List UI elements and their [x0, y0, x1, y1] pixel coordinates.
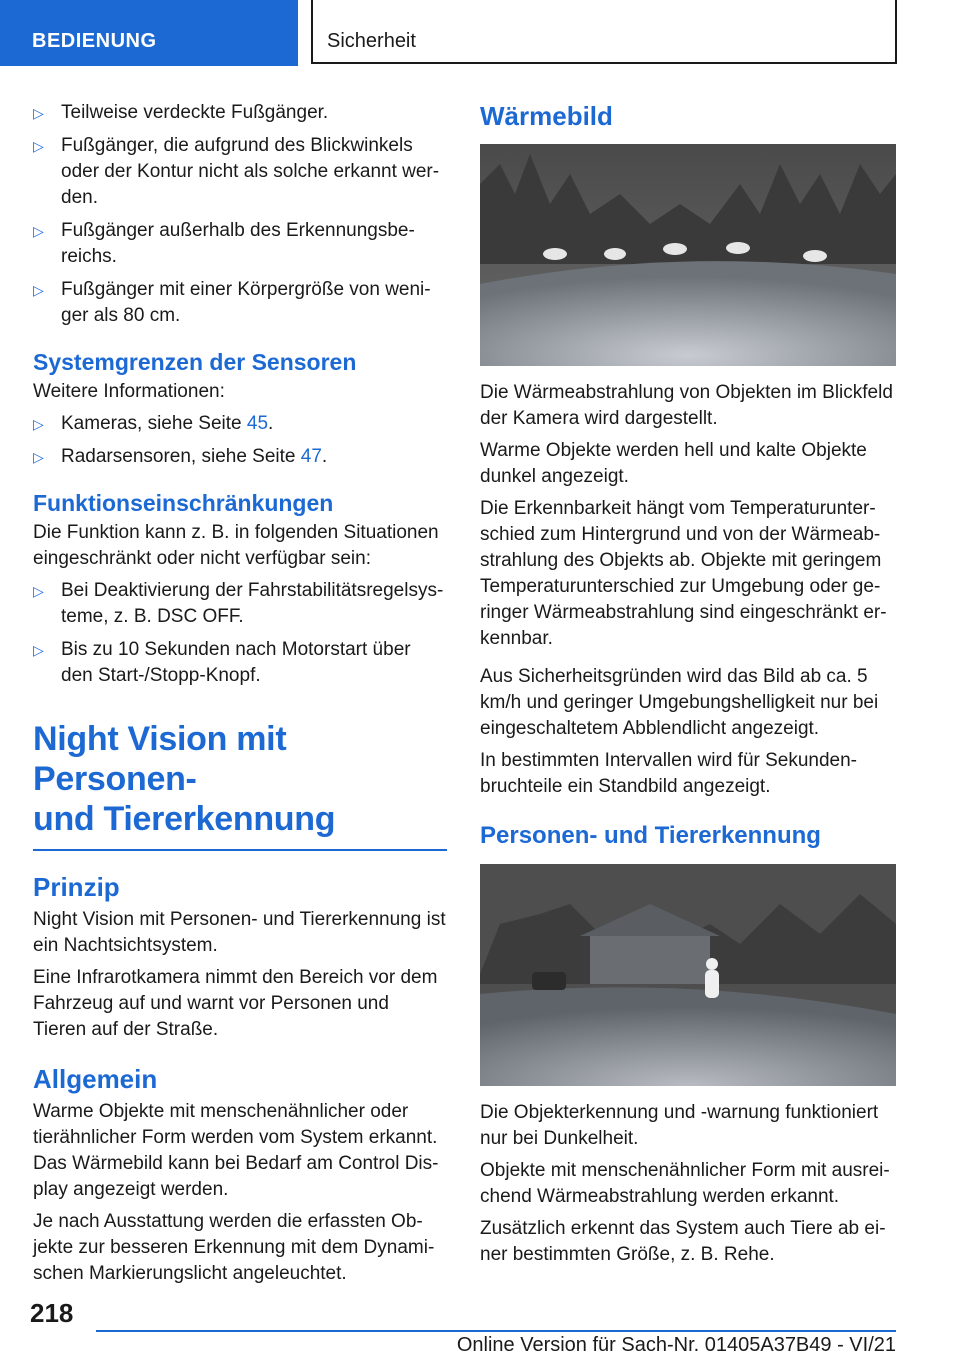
thermal-paragraph-4: Aus Sicherheitsgründen wird das Bild ab ca. 5 km/h und geringer Umgebungshelligkeit nur bei eingeschaltetem Abblendlicht angezeigt.	[480, 666, 879, 739]
principle-paragraph-2: Eine Infrarotkamera nimmt den Bereich vor dem Fahrzeug auf und warnt vor Personen und Tieren auf der Straße.	[33, 967, 438, 1040]
triangle-bullet-icon: ▷	[33, 282, 44, 298]
left-column	[33, 100, 447, 1293]
footer-text: Online Version für Sach-Nr. 01405A37B49 - VI/21	[456, 1334, 896, 1356]
chapter-label: BEDIENUNG	[32, 30, 157, 52]
thermal-paragraph-2: Warme Objekte werden hell und kalte Objekte dunkel angezeigt.	[480, 440, 867, 487]
main-heading: Night Vision mit Personen- und Tiererkennung	[33, 720, 336, 838]
limits-intro: Die Funktion kann z. B. in folgenden Situationen eingeschränkt oder nicht verfügbar sein:	[33, 522, 439, 569]
detect-paragraph-2: Objekte mit menschenähnlicher Form mit ausrei-chend Wärmeabstrahlung werden erkannt.	[480, 1160, 890, 1207]
thermal-paragraph-3: Die Erkennbarkeit hängt vom Temperaturunter-schied zum Hintergrund und von der Wärmeab-strahlung des Objekts ab. Objekte mit geringem Temperaturunterschied zur Umgebung oder ge-ringer Wärmeabstrahlung sind eingeschränkt er-kennbar.	[480, 498, 887, 649]
triangle-bullet-icon: ▷	[33, 138, 44, 154]
limits-list	[33, 578, 447, 689]
detect-paragraph-3: Zusätzlich erkennt das System auch Tiere ab ei-ner bestimmten Größe, z. B. Rehe.	[480, 1218, 886, 1265]
list-item: ▷ Radarsensoren, siehe Seite 47.	[33, 444, 447, 470]
list-item: ▷ Fußgänger außerhalb des Erkennungsbe-reichs.	[33, 220, 415, 267]
list-item: ▷ Fußgänger mit einer Körpergröße von weni-ger als 80 cm.	[33, 279, 431, 326]
list-item: ▷ Bei Deaktivierung der Fahrstabilitätsregelsys-teme, z. B. DSC OFF.	[33, 580, 444, 627]
section-label: Sicherheit	[327, 30, 416, 52]
thermal-heading: Wärmebild	[480, 101, 613, 131]
sensors-heading: Systemgrenzen der Sensoren	[33, 349, 357, 375]
triangle-bullet-icon: ▷	[33, 583, 44, 599]
thermal-paragraph-1: Die Wärmeabstrahlung von Objekten im Blickfeld der Kamera wird dargestellt.	[480, 382, 893, 429]
page-link-45[interactable]: 45	[246, 413, 269, 434]
page-link-47[interactable]: 47	[300, 446, 322, 467]
list-item: ▷ Kameras, siehe Seite 45.	[33, 411, 447, 437]
triangle-bullet-icon: ▷	[33, 223, 44, 239]
triangle-bullet-icon: ▷	[33, 449, 44, 465]
principle-heading: Prinzip	[33, 872, 120, 902]
header-section-box	[311, 0, 897, 64]
footer-rule	[96, 1330, 896, 1332]
thermal-paragraph-5: In bestimmten Intervallen wird für Sekunden-bruchteile ein Standbild angezeigt.	[480, 750, 858, 797]
triangle-bullet-icon: ▷	[33, 416, 44, 432]
thermal-image-pedestrian	[480, 864, 896, 1086]
sensors-intro: Weitere Informationen:	[33, 381, 225, 402]
list-item: ▷ Fußgänger, die aufgrund des Blickwinkels oder der Kontur nicht als solche erkannt wer-den.	[33, 135, 440, 208]
right-column	[480, 100, 896, 1274]
detect-heading: Personen- und Tiererkennung	[480, 822, 821, 849]
triangle-bullet-icon: ▷	[33, 105, 44, 121]
thermal-image-animals	[480, 144, 896, 366]
general-heading: Allgemein	[33, 1064, 158, 1094]
limits-heading: Funktionseinschränkungen	[33, 490, 334, 516]
header-chapter-tab	[0, 0, 298, 66]
list-item: ▷ Teilweise verdeckte Fußgänger.	[33, 100, 447, 126]
sensor-list	[33, 411, 447, 470]
heading-rule	[33, 849, 447, 851]
page-number: 218	[30, 1298, 74, 1328]
detect-paragraph-1: Die Objekterkennung und -warnung funktioniert nur bei Dunkelheit.	[480, 1102, 879, 1149]
general-paragraph-1: Warme Objekte mit menschenähnlicher oder tierähnlicher Form werden vom System erkannt. Das Wärmebild kann bei Bedarf am Control Dis-play angezeigt werden.	[33, 1101, 439, 1200]
principle-paragraph-1: Night Vision mit Personen- und Tiererkennung ist ein Nachtsichtsystem.	[33, 909, 446, 956]
pedestrian-limits-list	[33, 100, 447, 329]
triangle-bullet-icon: ▷	[33, 642, 44, 658]
general-paragraph-2: Je nach Ausstattung werden die erfassten Ob-jekte zur besseren Erkennung mit dem Dynami-schen Markierungslicht angeleuchtet.	[33, 1211, 435, 1284]
list-item: ▷ Bis zu 10 Sekunden nach Motorstart über den Start-/Stopp-Knopf.	[33, 639, 411, 686]
